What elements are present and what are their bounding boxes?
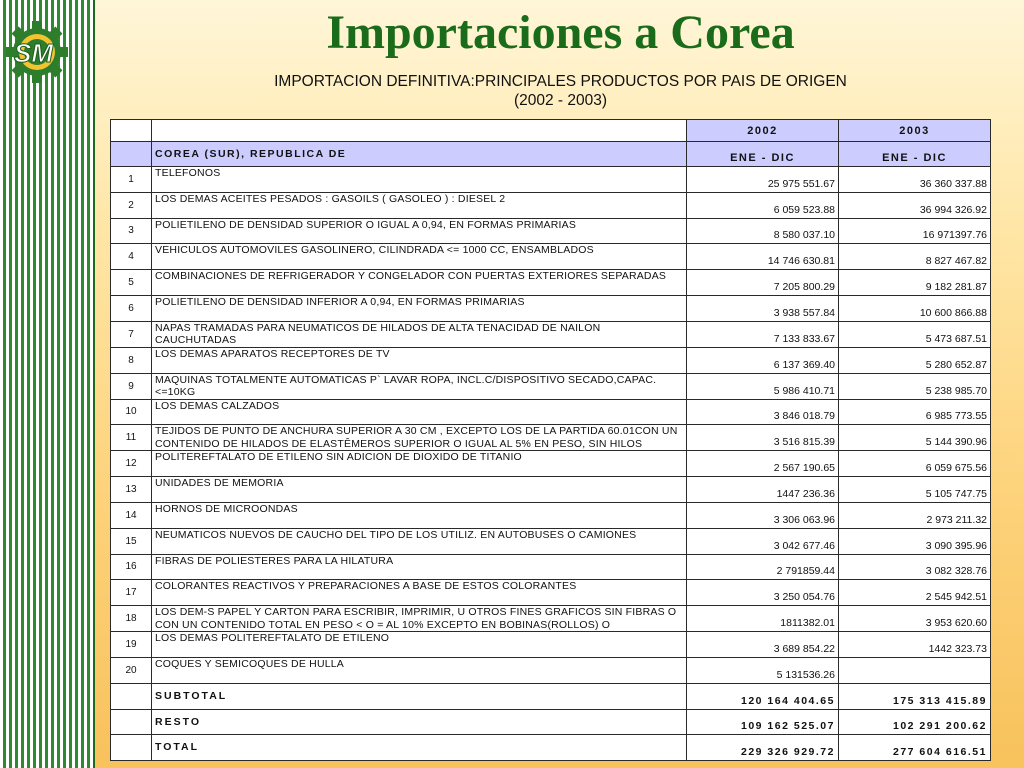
- value-2002: 3 516 815.39: [687, 425, 839, 451]
- value-2003: 3 953 620.60: [839, 606, 991, 632]
- product-description: HORNOS DE MICROONDAS: [152, 502, 687, 528]
- value-2003: 1442 323.73: [839, 632, 991, 658]
- period-2003-header: ENE - DIC: [839, 142, 991, 167]
- resto-label: RESTO: [152, 709, 687, 735]
- value-2003: 16 971397.76: [839, 218, 991, 244]
- value-2002: 2 567 190.65: [687, 451, 839, 477]
- resto-2002: 109 162 525.07: [687, 709, 839, 735]
- row-number: 16: [111, 554, 152, 580]
- row-number: 17: [111, 580, 152, 606]
- year-2003-header: 2003: [839, 120, 991, 142]
- value-2002: 7 205 800.29: [687, 270, 839, 296]
- resto-2003: 102 291 200.62: [839, 709, 991, 735]
- svg-text:SM: SM: [14, 38, 53, 68]
- table-row: [111, 321, 991, 347]
- header-blank-cell: [111, 142, 152, 167]
- value-2002: 25 975 551.67: [687, 167, 839, 193]
- resto-row: [111, 709, 991, 735]
- period-2002-header: ENE - DIC: [687, 142, 839, 167]
- table-row: [111, 425, 991, 451]
- product-description: NAPAS TRAMADAS PARA NEUMATICOS DE HILADOS DE ALTA TENACIDAD DE NAILON CAUCHUTADAS: [152, 321, 687, 347]
- table-row: [111, 451, 991, 477]
- row-number: 20: [111, 657, 152, 683]
- total-blank-cell: [111, 735, 152, 761]
- row-number: 4: [111, 244, 152, 270]
- value-2003: 8 827 467.82: [839, 244, 991, 270]
- value-2002: 3 306 063.96: [687, 502, 839, 528]
- row-number: 13: [111, 477, 152, 503]
- row-number: 15: [111, 528, 152, 554]
- table-row: [111, 632, 991, 658]
- row-number: 7: [111, 321, 152, 347]
- product-description: MAQUINAS TOTALMENTE AUTOMATICAS P` LAVAR ROPA, INCL.C/DISPOSITIVO SECADO,CAPAC.<=10KG: [152, 373, 687, 399]
- value-2002: 14 746 630.81: [687, 244, 839, 270]
- row-number: 2: [111, 192, 152, 218]
- product-description: LOS DEMAS APARATOS RECEPTORES DE TV: [152, 347, 687, 373]
- product-description: COLORANTES REACTIVOS Y PREPARACIONES A BASE DE ESTOS COLORANTES: [152, 580, 687, 606]
- value-2003: 5 473 687.51: [839, 321, 991, 347]
- row-number: 9: [111, 373, 152, 399]
- product-description: POLIETILENO DE DENSIDAD INFERIOR A 0,94, EN FORMAS PRIMARIAS: [152, 295, 687, 321]
- product-description: COQUES Y SEMICOQUES DE HULLA: [152, 657, 687, 683]
- product-description: FIBRAS DE POLIESTERES PARA LA HILATURA: [152, 554, 687, 580]
- value-2002: 2 791859.44: [687, 554, 839, 580]
- product-description: VEHICULOS AUTOMOVILES GASOLINERO, CILINDRADA <= 1000 CC, ENSAMBLADOS: [152, 244, 687, 270]
- product-description: LOS DEMAS POLITEREFTALATO DE ETILENO: [152, 632, 687, 658]
- value-2002: 3 938 557.84: [687, 295, 839, 321]
- row-number: 3: [111, 218, 152, 244]
- header-blank-cell: [152, 120, 687, 142]
- slide-subtitle: [97, 72, 1024, 110]
- table-row: [111, 657, 991, 683]
- value-2003: 36 360 337.88: [839, 167, 991, 193]
- row-number: 8: [111, 347, 152, 373]
- product-description: POLITEREFTALATO DE ETILENO SIN ADICION DE DIOXIDO DE TITANIO: [152, 451, 687, 477]
- table-row: [111, 244, 991, 270]
- value-2003: 3 082 328.76: [839, 554, 991, 580]
- subtotal-row: [111, 683, 991, 709]
- year-2002-header: 2002: [687, 120, 839, 142]
- value-2002: 5 986 410.71: [687, 373, 839, 399]
- left-decorative-stripes: [0, 0, 95, 768]
- table-row: [111, 580, 991, 606]
- value-2002: 8 580 037.10: [687, 218, 839, 244]
- product-description: LOS DEMAS CALZADOS: [152, 399, 687, 425]
- value-2003: 2 545 942.51: [839, 580, 991, 606]
- product-description: TELEFONOS: [152, 167, 687, 193]
- row-number: 18: [111, 606, 152, 632]
- value-2003: 6 985 773.55: [839, 399, 991, 425]
- value-2003: 5 238 985.70: [839, 373, 991, 399]
- row-number: 1: [111, 167, 152, 193]
- row-number: 6: [111, 295, 152, 321]
- table-row: [111, 295, 991, 321]
- table-row: [111, 218, 991, 244]
- header-blank-cell: [111, 120, 152, 142]
- value-2003: 3 090 395.96: [839, 528, 991, 554]
- product-description: NEUMATICOS NUEVOS DE CAUCHO DEL TIPO DE LOS UTILIZ. EN AUTOBUSES O CAMIONES: [152, 528, 687, 554]
- table-row: [111, 192, 991, 218]
- product-description: COMBINACIONES DE REFRIGERADOR Y CONGELADOR CON PUERTAS EXTERIORES SEPARADAS: [152, 270, 687, 296]
- value-2003: 6 059 675.56: [839, 451, 991, 477]
- table-row: [111, 373, 991, 399]
- value-2002: 3 689 854.22: [687, 632, 839, 658]
- table-row: [111, 270, 991, 296]
- subtotal-2003: 175 313 415.89: [839, 683, 991, 709]
- value-2002: 3 250 054.76: [687, 580, 839, 606]
- year-header-row: [111, 120, 991, 142]
- value-2003: [839, 657, 991, 683]
- value-2002: 1447 236.36: [687, 477, 839, 503]
- value-2003: 5 105 747.75: [839, 477, 991, 503]
- value-2003: 36 994 326.92: [839, 192, 991, 218]
- value-2002: 6 059 523.88: [687, 192, 839, 218]
- value-2002: 5 131536.26: [687, 657, 839, 683]
- value-2002: 7 133 833.67: [687, 321, 839, 347]
- row-number: 10: [111, 399, 152, 425]
- value-2002: 3 846 018.79: [687, 399, 839, 425]
- total-2002: 229 326 929.72: [687, 735, 839, 761]
- row-number: 5: [111, 270, 152, 296]
- table-row: [111, 167, 991, 193]
- table-row: [111, 502, 991, 528]
- table-row: [111, 554, 991, 580]
- resto-blank-cell: [111, 709, 152, 735]
- subtitle-line-1: IMPORTACION DEFINITIVA:PRINCIPALES PRODUCTOS POR PAIS DE ORIGEN: [274, 73, 847, 90]
- country-header-row: [111, 142, 991, 167]
- table-row: [111, 528, 991, 554]
- total-row: [111, 735, 991, 761]
- table-row: [111, 399, 991, 425]
- row-number: 12: [111, 451, 152, 477]
- product-description: LOS DEM-S PAPEL Y CARTON PARA ESCRIBIR, IMPRIMIR, U OTROS FINES GRAFICOS SIN FIBRAS O CON UN CONTENIDO TOTAL EN PESO < O = AL 10% EXCEPTO EN BOBINAS(ROLLOS) O: [152, 606, 687, 632]
- table-row: [111, 477, 991, 503]
- value-2002: 3 042 677.46: [687, 528, 839, 554]
- row-number: 14: [111, 502, 152, 528]
- subtotal-blank-cell: [111, 683, 152, 709]
- imports-table: [110, 119, 991, 761]
- value-2003: 5 144 390.96: [839, 425, 991, 451]
- row-number: 11: [111, 425, 152, 451]
- subtitle-line-2: (2002 - 2003): [513, 92, 608, 109]
- product-description: TEJIDOS DE PUNTO DE ANCHURA SUPERIOR A 30 CM , EXCEPTO LOS DE LA PARTIDA 60.01CON UN CONTENIDO DE HILADOS DE ELASTÊMEROS SUPERIOR O IGUAL AL 5% EN PESO, SIN HILOS: [152, 425, 687, 451]
- total-2003: 277 604 616.51: [839, 735, 991, 761]
- table-row: [111, 606, 991, 632]
- value-2002: 6 137 369.40: [687, 347, 839, 373]
- logo-gear-icon: [4, 20, 88, 88]
- product-description: LOS DEMAS ACEITES PESADOS : GASOILS ( GASOLEO ) : DIESEL 2: [152, 192, 687, 218]
- subtotal-2002: 120 164 404.65: [687, 683, 839, 709]
- table-row: [111, 347, 991, 373]
- value-2003: 9 182 281.87: [839, 270, 991, 296]
- total-label: TOTAL: [152, 735, 687, 761]
- value-2002: 1811382.01: [687, 606, 839, 632]
- product-description: UNIDADES DE MEMORIA: [152, 477, 687, 503]
- value-2003: 10 600 866.88: [839, 295, 991, 321]
- row-number: 19: [111, 632, 152, 658]
- slide-title: Importaciones a Corea: [326, 6, 795, 59]
- subtotal-label: SUBTOTAL: [152, 683, 687, 709]
- country-header: COREA (SUR), REPUBLICA DE: [152, 142, 687, 167]
- product-description: POLIETILENO DE DENSIDAD SUPERIOR O IGUAL A 0,94, EN FORMAS PRIMARIAS: [152, 218, 687, 244]
- value-2003: 5 280 652.87: [839, 347, 991, 373]
- value-2003: 2 973 211.32: [839, 502, 991, 528]
